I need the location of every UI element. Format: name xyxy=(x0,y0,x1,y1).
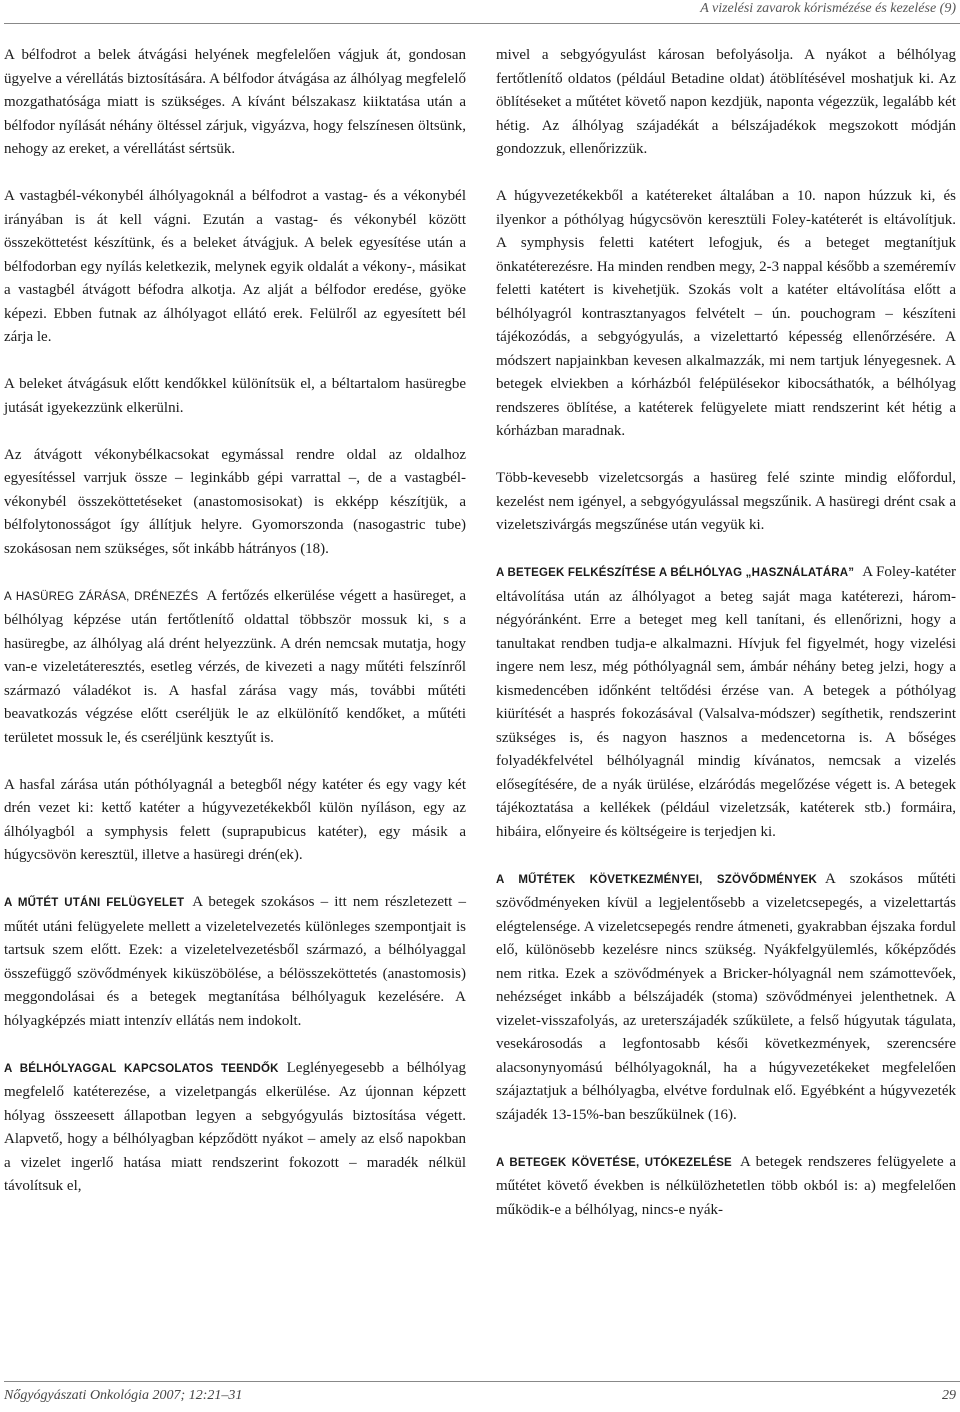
section-heading: A MŰTÉT UTÁNI FELÜGYELET xyxy=(4,897,185,909)
right-column xyxy=(496,44,956,1222)
page-number: 29 xyxy=(942,1388,956,1403)
section-heading: A BÉLHÓLYAGGAL KAPCSOLATOS TEENDŐK xyxy=(4,1062,279,1075)
section-text: A betegek szokásos – itt nem részletezett – műtét utáni felügyelete mellett a vizeletelvezetés különleges szempontjait is tartsuk szem előtt. Ezek: a vizeletelvezetésből származó, a bélhólyaggal összefüggő szövődmények kiküszöbölése, a bélösszeköttetés (anastomosis) meggondolásai és a betegek megtanítása bélhólyaguk kezelésére. A hólyagképzés miatt intenzív ellátás nem indokolt. xyxy=(4,894,466,1029)
footer-rule xyxy=(4,1381,960,1382)
section-text: A Foley-katéter eltávolítása után az álhólyagot a beteg saját maga katéterezi, három-négyóránként. Erre a beteget meg kell tanítani, és ellenőrizni, hogy a tanultakat rendben tudja-e alkalmazni. Hívjuk fel figyelmét, hogy vizelési ingere nem lesz, még póthólyagnál sem, ámbár néhány beteg jelzi, hogy a kismedencében időnként teltődési érzése van. A betegek a póthólyag kiürítését a hasprés fokozásával (Valsalva-módszer) segíthetik, rendszerint szükséges is, és nagyon hasznos a medencetorna is. A bőséges folyadékfelvétel bélhólyagnál mindig kívánatos, nemcsak a vizelés elősegítésére, de a nyák ürülése, elzáródás megelőzése végett is. A betegek tájékoztatása a kellékek (például vizeletzsák, katéterek stb.) formáira, hibáira, előnyeire és költségeire is terjedjen ki. xyxy=(496,564,956,840)
section-belholyag xyxy=(4,1057,466,1199)
paragraph: Az átvágott vékonybélkacsokat egymással rendre oldal az oldalhoz egyesítéssel varrjuk össze – leginkább gépi varrattal –, de a vastagbél-vékonybél összeköttetéseket (anastomosisokat) is ekképp készítjük, a bélfolytonosságot így állítjuk helyre. Gyomorszonda (nasogastric tube) szokásosan nem szükséges, sőt inkább hátrányos (18). xyxy=(4,446,466,557)
section-text: Leglényegesebb a bélhólyag megfelelő katéterezése, a vizeletpangás elkerülése. Az újonnan képzett hólyag összeesett állapotban legyen a sebgyógyulás biztosítása végett. Alapvető, hogy a bélhólyagban képződött nyákot – amely az első napokban a vizelet ingerlő hatása miatt rendszerint fokozott – maradék nélkül távolítsuk el, xyxy=(4,1059,466,1194)
section-hasureg xyxy=(4,585,466,751)
running-title: A vizelési zavarok kórismézése és kezelése (9) xyxy=(700,1,956,16)
section-heading: A BETEGEK FELKÉSZÍTÉSE A BÉLHÓLYAG „HASZNÁLATÁRA” xyxy=(496,567,855,579)
section-text: A betegek rendszeres felügyelete a műtétet követő években is nélkülözhetetlen több okból is: a) megfelelően működik-e a bélhólyag, nincs-e nyák- xyxy=(496,1153,956,1218)
running-header xyxy=(0,0,956,20)
section-mutet-utani xyxy=(4,891,466,1033)
paragraph: Több-kevesebb vizeletcsorgás a hasüreg felé szinte mindig előfordul, kezelést nem igényel, a sebgyógyulással megszűnik. A hasüregi drént csak a vizeletszivárgás megszűnése után vegyük ki. xyxy=(496,470,956,533)
paragraph: A vastagbél-vékonybél álhólyagoknál a bélfodrot a vastag- és a vékonybél irányában is át kell vágni. Ezután a vastag- és vékonybél között összeköttetést készítünk, és a beleket átvágjuk. A belek egyesítése után a bélfodorban egy nyílás keletkezik, melynek egyik oldalát a vékony-, másikat a vastagbél átvágott béfodra alkotja. Az alját a bélfodor eredése, gyöke képezi. Ebben futnak az álhólyagot ellátó erek. Felülről az egyesített bél zárja le. xyxy=(4,188,466,345)
section-text: A szokásos műtéti szövődményeken kívül a legjelentősebb a vizeletcsepegés, a vizelettartás elégtelensége. A vizeletcsepegés rendre átmeneti, gyakrabban éjszaka fordul elő, különösebb kezelésre nincs szükség. Nyákfelgyülemlés, kőképződés nem ritka. Ezek a szövődmények a Bricker-hólyagnál nem számottevőek, nehézséget inkább a bélszájadék (stoma) szövődményei jelenthetnek. A vizelet-visszafolyás, az ureterszájadék szűkülete, a felső húgyutak tágulata, vesekárosodás a legfontosabb késői következmények, szerencsére alacsonynyomású bélhólyagoknál, ha a húgyvezetékeket megfelelően szájaztatjuk a bélhólyagba, elvétve fordulnak elő. Egyébként a húgyvezeték szájadék 13-15%-ban beszűkülnek (16). xyxy=(496,870,956,1123)
page-footer xyxy=(4,1388,956,1408)
paragraph: mivel a sebgyógyulást károsan befolyásolja. A nyákot a bélhólyag fertőtlenítő oldatos (például Betadine oldat) átöblítésével moshatjuk ki. Az öblítéseket a műtétet követő napon kezdjük, naponta végezzük, legalább két hétig. Az álhólyag szájadékát a bélszájadékok megszokott módján gondozzuk, ellenőrizzük. xyxy=(496,47,956,157)
section-heading: A HASÜREG ZÁRÁSA, DRÉNEZÉS xyxy=(4,590,199,603)
section-heading: A MŰTÉTEK KÖVETKEZMÉNYEI, SZÖVŐDMÉNYEK xyxy=(496,873,818,886)
paragraph: A beleket átvágásuk előtt kendőkkel különítsük el, a béltartalom hasüregbe jutását igyekezzünk elkerülni. xyxy=(4,376,466,416)
header-rule xyxy=(4,23,960,24)
journal-citation: Nőgyógyászati Onkológia 2007; 12:21–31 xyxy=(4,1388,243,1403)
paragraph: A húgyvezetékekből a katétereket általában a 10. napon húzzuk ki, és ilyenkor a póthólyag húgycsövön keresztüli Foley-katéterét is eltávolítjuk. A symphysis feletti katétert lefogjuk, és a beteget megtanítjuk önkatéterezésre. Ha minden rendben megy, 2-3 nappal később a szeméremív feletti katétert is kivehetjük. Szokás volt a katéter eltávolítása előtt a bélhólyagról kontrasztanyagos felvételt – ún. pouchogram – készíteni tájékozódás, a sebgyógyulás, a vizelettartó képesség ellenőrzésére. A módszert napjainkban kevesen alkalmazzák, mi nem tartjuk lényegesnek. A betegek elviekben a kórházból felépülésekor kibocsáthatók, a bélhólyag rendszeres öblítése, a katéterek felügyelete miatt rendszerint két hétig a kórházban maradnak. xyxy=(496,188,956,439)
section-kovetes xyxy=(496,1151,956,1223)
section-felkeszites xyxy=(496,561,956,844)
section-text: A hasfal zárása után póthólyagnál a betegből négy katéter és egy vagy két drén vezet ki: kettő katéter a húgyvezetékekből külön nyíláson, egy az álhólyagból a symphysis felett (suprapubicus katéter), egy másik a húgycsövön keresztül, illetve a hasüregi drén(ek). xyxy=(4,776,466,863)
paragraph: A bélfodrot a belek átvágási helyének megfelelően vágjuk át, gondosan ügyelve a vérellátás biztosítására. A bélfodor átvágása az álhólyag megfelelő mozgathatósága miatt is szükséges. A kívánt bélszakasz kiiktatása után a bélfodor nyílását néhány öltéssel zárjuk, vigyázva, hogy felszínesen öltsünk, nehogy az ereket, a vérellátást sértsük. xyxy=(4,47,466,157)
left-column xyxy=(4,44,466,1199)
paragraph xyxy=(4,774,466,868)
section-heading: A BETEGEK KÖVETÉSE, UTÓKEZELÉSE xyxy=(496,1156,732,1169)
section-kovetkezmenyek xyxy=(496,868,956,1128)
section-text: A fertőzés elkerülése végett a hasüreget, a bélhólyag képzése után fertőtlenítő oldattal többször mossuk ki, s a hasüregbe, az álhólyag alá drént helyezzünk. A drén nemcsak mutatja, hogy van-e vizeletáteresztés, esetleg vérzés, de kivezeti a nagy műtéti felszínről származó váladékot is. A hasfal zárása vagy más, további műtéti beavatkozás végzése előtt cseréljük le az elkülönítő kendőket, a műtéti területet mossuk le, és cseréljünk kesztyűt is. xyxy=(4,587,466,746)
